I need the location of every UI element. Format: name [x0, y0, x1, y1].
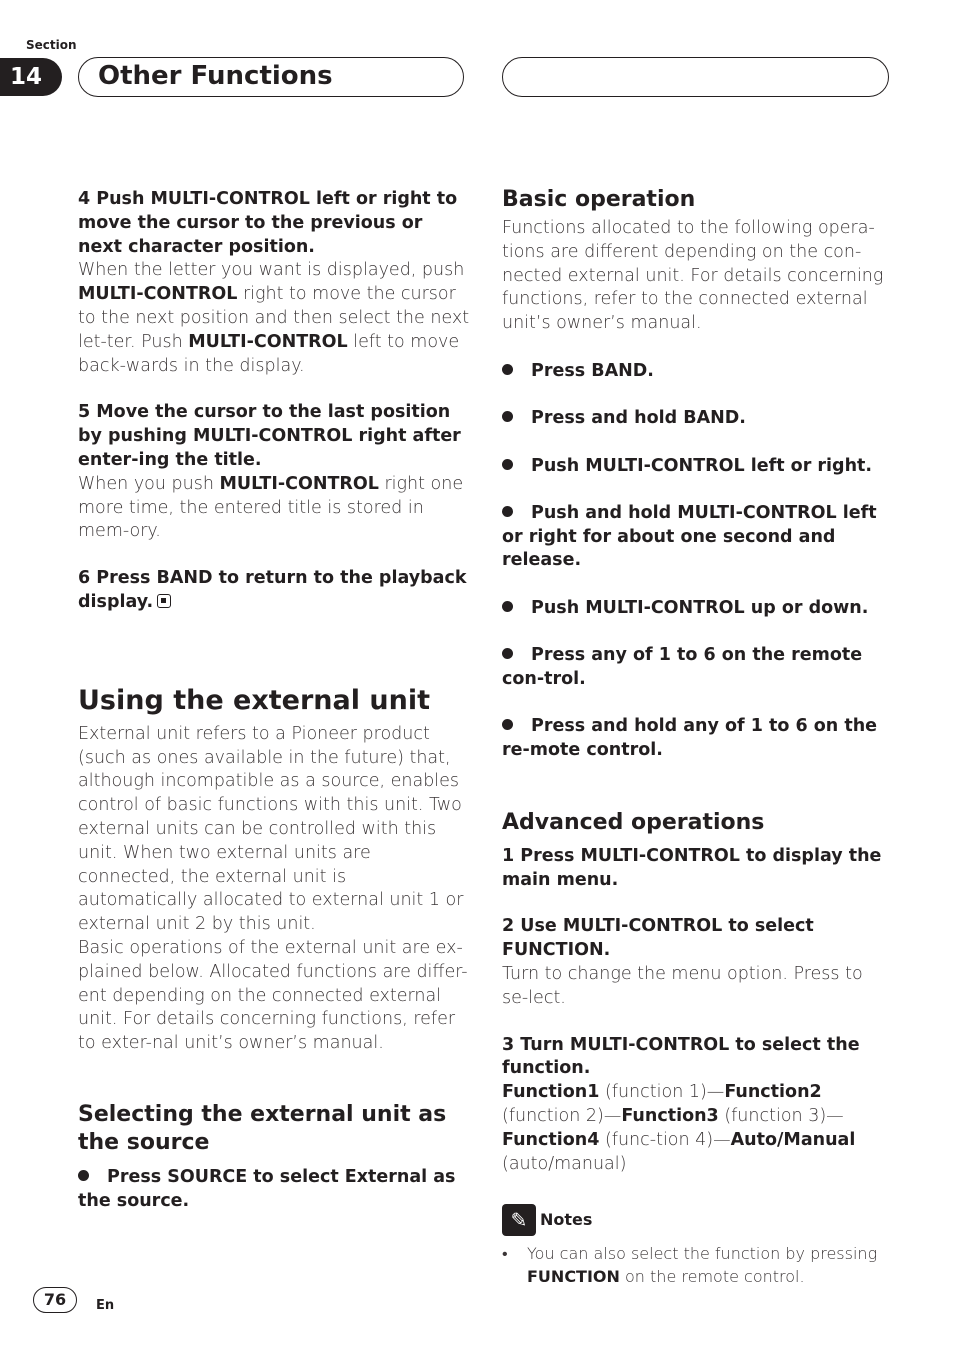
- basic-bullet: Push MULTI-CONTROL left or right.: [502, 455, 894, 479]
- left-column: [78, 188, 470, 1214]
- heading-using-external-unit: Using the external unit: [78, 684, 431, 716]
- bullet-dot-icon: [502, 411, 513, 422]
- basic-bullet: Push MULTI-CONTROL up or down.: [502, 597, 894, 621]
- bullet-dot-icon: [502, 601, 513, 612]
- note-item: • You can also select the function by pressing FUNCTION on the remote control.: [502, 1244, 878, 1287]
- select-source-bullet: Press SOURCE to select External as the source.: [78, 1166, 456, 1211]
- adv-step-2-body: Turn to change the menu option. Press to se-lect.: [502, 963, 863, 1008]
- page-number: 76: [33, 1287, 77, 1313]
- step-6-heading: 6 Press BAND to return to the playback display.: [78, 568, 467, 612]
- notes-label: Notes: [540, 1210, 593, 1230]
- basic-bullet: Press BAND.: [502, 360, 894, 384]
- note-bullet: •: [502, 1244, 508, 1264]
- right-column: [502, 186, 894, 1288]
- adv-step-2: 2 Use MULTI-CONTROL to select FUNCTION.: [502, 916, 814, 961]
- notes-header: [502, 1204, 894, 1236]
- adv-step-1: 1 Press MULTI-CONTROL to display the main menu.: [502, 845, 882, 890]
- heading-selecting-source: Selecting the external unit as the source: [78, 1101, 447, 1155]
- end-mark-icon: [157, 594, 171, 608]
- adv-step-3: 3 Turn MULTI-CONTROL to select the function.: [502, 1034, 860, 1079]
- step-5-body: When you push MULTI-CONTROL right one more time, the entered title is stored in mem-ory.: [78, 473, 464, 542]
- bullet-dot-icon: [502, 648, 513, 659]
- right-header-frame: [502, 57, 889, 97]
- using-paragraph-1: External unit refers to a Pioneer product (such as ones available in the future) that, although incompatible as a source, enables control of basic functions with this unit. Two external units can be controlled with this unit. When two external units are connected, the external unit is automatically allocated to external unit 1 or external unit 2 by this unit.: [78, 723, 464, 935]
- basic-bullet: Press and hold any of 1 to 6 on the re-mote control.: [502, 716, 878, 760]
- step-4-heading: 4 Push MULTI-CONTROL left or right to move the cursor to the previous or next character position.: [78, 189, 458, 257]
- section-title: Other Functions: [98, 61, 333, 91]
- heading-advanced-operations: Advanced operations: [502, 809, 765, 835]
- bullet-dot-icon: [78, 1170, 89, 1181]
- bullet-dot-icon: [502, 506, 513, 517]
- language-label: En: [96, 1298, 115, 1313]
- basic-bullet: Push and hold MULTI-CONTROL left or right for about one second and release.: [502, 502, 877, 571]
- bullet-dot-icon: [502, 719, 513, 730]
- bullet-dot-icon: [502, 459, 513, 470]
- step-4-body: When the letter you want is displayed, push MULTI-CONTROL right to move the cursor to the next position and then select the next let-ter. Push MULTI-CONTROL left to move back-wards in the display.: [78, 260, 470, 376]
- basic-paragraph: Functions allocated to the following opera-tions are different depending on the con-nected external unit. For details concerning functions, refer to the connected external unit’s owner’s manual.: [502, 218, 884, 334]
- heading-basic-operation: Basic operation: [502, 187, 696, 212]
- basic-bullet: Press and hold BAND.: [502, 407, 894, 431]
- basic-bullet: Press any of 1 to 6 on the remote con-trol.: [502, 645, 863, 689]
- section-number-badge: 14: [0, 58, 62, 96]
- step-5-heading: 5 Move the cursor to the last position by pushing MULTI-CONTROL right after enter-ing the title.: [78, 402, 461, 470]
- pencil-icon: ✎: [502, 1204, 536, 1236]
- bullet-dot-icon: [502, 364, 513, 375]
- using-paragraph-2: Basic operations of the external unit are ex-plained below. Allocated functions are differ-ent depending on the connected external unit. For details concerning functions, refer to exter-nal unit’s owner’s manual.: [78, 937, 468, 1054]
- adv-step-3-body: Function1 (function 1)—Function2 (function 2)—Function3 (function 3)—Function4 (func-tion 4)—Auto/Manual (auto/manual): [502, 1082, 856, 1174]
- section-label: Section: [26, 38, 77, 52]
